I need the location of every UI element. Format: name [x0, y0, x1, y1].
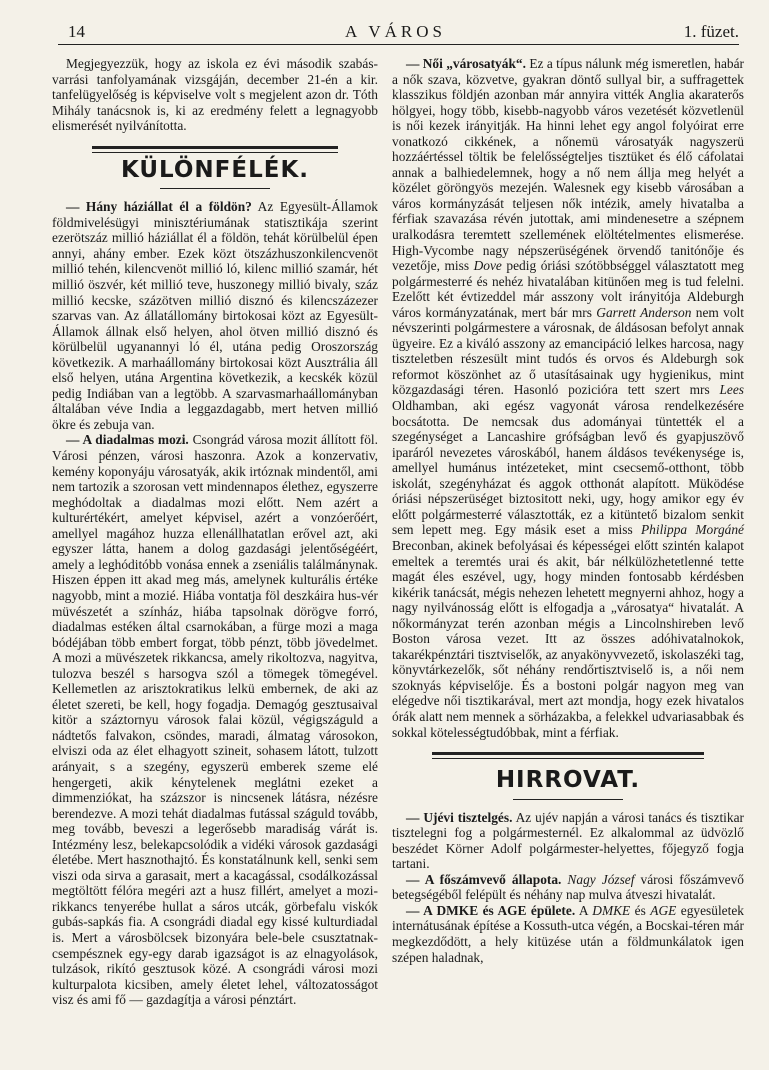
news-foszamvevo-body: városi főszámvevő betegségéből felépült és néhány nap mulva átveszi hivatalát. — [392, 871, 744, 903]
article-noi-lead: — Női „városatyák“. — [406, 56, 526, 71]
intro-paragraph: Megjegyezzük, hogy az iskola ez évi második szabás-varrási tanfolyamának vizsgáján, december 21-én a kir. tanfelügyelőség is képviselve volt s megjelent azon dr. Tóth Mihály tanácsnok is, ki az eredmény felett a legnagyobb elismerését nyilvánította. — [52, 56, 378, 134]
news-dmke-age — [392, 903, 744, 965]
section-rule-thin — [92, 152, 338, 153]
article-mozi-body: Csongrád városa mozit állított föl. Városi pénzen, városi haszonra. Azok a konzervativ, kemény koponyáju városatyák, akik irtóznak mindentől, ami nem tartozik a szorosan vett mindennapos élethez, egyszerre meghódoltak a diadalmas mozi előtt. Nem azért a kulturértékért, amelyet képvisel, azért a vonzóerőért, amellyel magához huzza ellenállhatatlan erővel azt, aki egyszer látta, hanem a dolog gazdasági jelentőségéért, amely a leghóditóbb vonása ennek a zseniális találmánynak. Hiszen éppen itt akad meg más, amelynek kulturális értéke nagyobb, mint a mozié. Hiába vontatja föl deszkáira hus-vér müvészetét a színház, hiába tapsolnak dörögve forró, diadalmas estéken által csarnokában, a fürge mozi a maga bódéjában több embert forgat, több pénzt, több jövedelmet. A mozi a müvészetek rikkancsa, amely rikoltozva, nagyitva, tulozva beszél s harsogva szól a tömegek tömegével. Kellemetlen az arisztokratikus lelkü embernek, de aki az életet szereti, be kell, hogy fogadja. Demagóg gesztusaival kitör a száztornyu városok falai közül, végigszáguld a nádtetős falvakon, csöndes, maradi, álmatag városokon, elviszi oda az élet elhagyott szineit, sohasem látott, tulzott arányait, s a szegény, egyszerü emberek szeme elé hengergeti, akik kénytelenek meglátni ezeket a dimmenziókat, ha százszor is nincsenek látásra, nézésre berendezve. A mozi tehát diadalmas futással száguld tovább, meg tovább, beveszi a legerősebb maradiság várát is. Intézmény lesz, belekapcsolódik a vidéki városok gazdasági életébe. Mert hasznothajtó. És konstatálnunk kell, senki sem viszi oda sirva a garasait, mert a kacagással, csodálkozással megtöltött félóra megéri azt a husz fillért, amelyet a mozi-rikkancs tenyerébe hullat a sáros utcák, görbefalu viskók gubás-sapkás fia. A csongrádi diadal egy kissé kulturdiadal is. Mert a városbölcsek bizonyára bele-bele csusztatnak-csempésznek egy-egy darab igazságot is az elnagyolások, tulzások, rikító gesztusok közé. A csongrádi városi mozi kulturpalota kicsiben, amely életet lehel, változatosságot visz és ami fő — gazdagítja a városi pénztárt. — [52, 432, 378, 1008]
header-rule — [58, 44, 739, 45]
news-foszamvevo-lead: — A főszámvevő állapota. — [406, 871, 562, 887]
issue-label: 1. füzet. — [683, 22, 739, 41]
news-ujevi-lead: — Ujévi tisztelgés. — [406, 809, 513, 825]
article-noi-body-5: Breconban, akinek befolyásai és képességei előtt szintén kalapot emeltek a teremtés urai és akit, bár nélkülözhetetlenné tette magát éles eszével, ugy, hogy minden fontosabb kérdésben kikérik tanácsát, mégis nehezen lehetett megnyerni ahhoz, hogy a nagy nyilvánosság előtt is elfogadja a „városatya“ hivatalát. A nőkormányzat terén azonban mégis a Lincolnshireben levő Boston városa vezet. Itt az összes adóhivatalnokok, takarékpénztári tisztviselők, az anyakönyvvezető, iskolaszéki tag, könyvtárkezelők, sőt néhány rendőrtisztviselő is, a női nem szoknyás képviselője. És a bostoni polgár nagyon meg van elégedve női tisztikarával, mert azt mondja, hogy ezek hivatalos órák alatt nem mennek a sörházakba, a felekkel udvariasabbak és sokkal kötelességtudóbbak, mint a férfiak. — [392, 537, 744, 740]
news-dmke-body-3: egyesületek internátusának építése a Kossuth-utca végén, a Bocskai-téren már megkezdődött, a hely kitüzése után a földmunkálatok igen szépen haladnak, — [392, 902, 744, 965]
article-noi-body-4: Oldhamban, aki egész vagyonát városa rendelkezésére bocsátotta. De nemcsak dus adományai tüntették el a szegénységet a Lancashire grófságban levő és gyapjuszövő iparáról nevezetes városkából, hanem áldásos tevékenysége is, amellyel humánus intézeteket, mint csecsemő-otthont, több iskolát, szegényházat és aggok otthonát alapított. Müködése óriási népszerüséget biztositott neki, ugy, hogy amikor egy év előtt polgármesterré választották, ez a kitüntető bizalom senkit sem lepett meg. Egy másik eset a miss — [392, 398, 744, 538]
name-dmke: DMKE — [592, 902, 631, 918]
section-rule-thick — [92, 146, 338, 149]
article-noi-body-3: nem volt névszerinti polgármestere a városnak, de áldásosan befolyt annak ügyeire. Ez a kiváló asszony az emancipáció lelkes harcosa, nagy tiszteletben részesült mint tudós és orvos és Aldeburgh sok reformot köszönhet az ő utasításainak ugy hygienikus, mint közgazdasági téren. Hasonló pozicióra tett szert mrs — [392, 304, 744, 398]
name-dove: Dove — [473, 258, 502, 274]
article-mozi-lead: — A diadalmas mozi. — [66, 432, 189, 448]
left-column — [52, 56, 378, 1008]
article-mozi — [52, 432, 378, 1007]
article-haziallat-body: Az Egyesült-Államok földmivelésügyi minisztériumának statisztikája szerint ezerötszáz millió háziállat él a földön, tehát körülbelül épen annyi, ahány ember. Ezek közt ötszázhuszonkilencvenöt millió tehén, kilencvenöt millió ló, kilenc millió szamár, hét millió öszvér, két millió teve, huszonegy millió bivaly, száz millió kecske, százötven millió disznó és kilencszázezer szarvas van. Az állatállomány birtokosai közt az Egyesült-Államok állnak első helyen, ahol ötven millió disznó és körülbelül ugyanannyi ló él, utána pedig Oroszország következik. A marhaállomány birtokosai közt Ausztrália áll első helyen, utána Argentina következik, a kecskék közül pedig Indiában van a legtöbb. A szarvasmarhaállományban általában véve India a leggazdagabb, mert hetven millió ökre és zebuja van. — [52, 199, 378, 432]
news-dmke-body-1: A — [575, 902, 593, 918]
name-philippa-morgane: Philippa Morgáné — [640, 522, 744, 538]
section-rule-thick — [432, 752, 704, 755]
article-haziallat — [52, 199, 378, 432]
short-divider — [513, 799, 623, 800]
journal-title: A VÁROS — [345, 22, 446, 41]
name-lees: Lees — [719, 382, 744, 398]
news-ujevi — [392, 810, 744, 872]
name-age: AGE — [650, 902, 677, 918]
section-title-kulonfelek: KÜLÖNFÉLÉK. — [120, 156, 310, 183]
name-garrett-anderson: Garrett Anderson — [596, 304, 692, 320]
article-noi-varosatyak — [392, 56, 744, 740]
section-title-hirrovat: HIRROVAT. — [495, 767, 641, 794]
article-noi-body-2: pedig óriási szótöbbséggel választatott meg polgármesterré és nehéz hivatalában kitünően meg is tud felelni. Ezelőtt két évtizeddel már asszony volt irányitója Aldeburgh város kormányzatának, mert bár mrs — [392, 258, 744, 320]
article-noi-body-1: Ez a típus nálunk még ismeretlen, habár a nők szava, közvetve, gyakran döntő sullyal bir, a suffragettek klasszikus földjén azonban már annyira vitték Anglia akaraterős hölgyei, hogy több, kisebb-nagyobb város vezetését közvetlenül is női kezek irányitják. Ha hinni lehet egy angol folyóirat erre vonatkozó cikkének, a nőnemü városatyák nagyszerü hozzáértéssel töltik be felelősségteljes tisztüket és élő cáfolatai annak a balhiedelemnek, hogy a nő nem állja meg helyét a közélet göröngyös mezején. Walesnek egy kisebb városában a város kormányzását teljesen nők intézik, amely hivatalba a férfiak szavazása révén jutottak, ami mindenesetre a szépnem uralkodásra teremtett szellemének elöltételmentes elismerése. High-Vycombe nagy népszerüségének örvendő tanitónője és vezetője, miss — [392, 56, 744, 274]
news-foszamvevo — [392, 872, 744, 903]
short-divider — [160, 188, 270, 189]
right-column — [392, 56, 744, 965]
news-dmke-lead: — A DMKE és AGE épülete. — [406, 902, 576, 918]
name-nagy-jozsef: Nagy József — [561, 871, 635, 887]
news-dmke-body-2: és — [630, 902, 651, 918]
article-haziallat-lead: — Hány háziállat él a földön? — [66, 199, 252, 215]
section-rule-thin — [432, 758, 704, 759]
page-number: 14 — [68, 22, 85, 41]
page-header — [52, 22, 739, 44]
news-ujevi-body: Az ujév napján a városi tanács és tisztikar tisztelegni fog a polgármesternél. Ez alkalommal az üdvözlő beszédet Körner Adolf polgármester-helyettes, főjegyző fogja tartani. — [392, 809, 744, 872]
